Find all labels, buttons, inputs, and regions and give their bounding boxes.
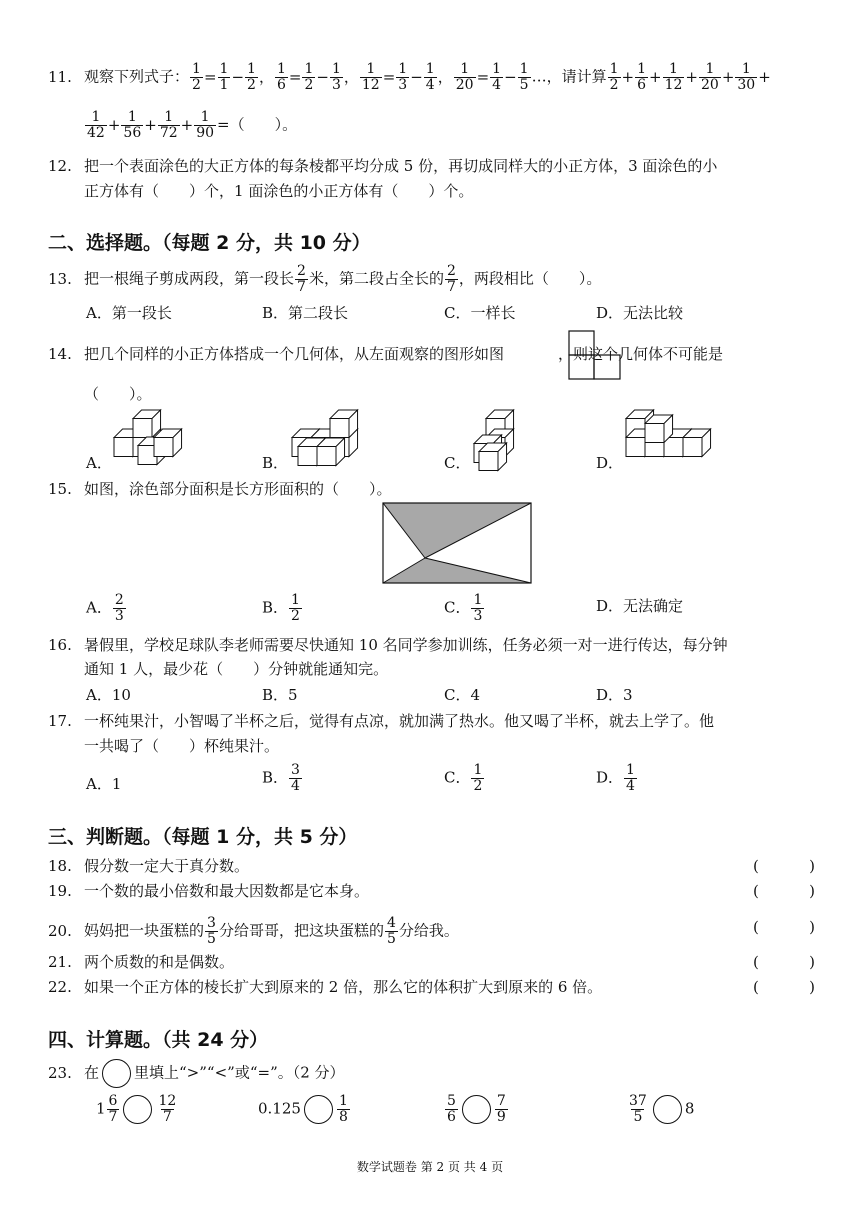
cube-face: [626, 438, 645, 457]
q19-answer-paren[interactable]: ( ): [753, 882, 815, 900]
q16-option-a: A．10: [86, 686, 131, 704]
fraction: $\frac{1}{2}$: [609, 61, 619, 93]
q20-line: [48, 916, 459, 947]
fraction: $\frac{1}{56}$: [123, 109, 142, 141]
q15-line: [48, 478, 392, 500]
fraction: $\frac{1}{6}$: [276, 61, 286, 93]
q11-answer-blank: =（ ）。: [217, 115, 298, 134]
question-number: 21.: [48, 953, 72, 971]
cube-face: [133, 419, 152, 438]
q23-text: 在: [84, 1063, 100, 1082]
question-number: 18.: [48, 857, 72, 875]
q12-line1: [48, 155, 717, 177]
q14-option-b: B．: [262, 454, 289, 472]
q13-text: 米，第二段占全长的: [308, 269, 444, 288]
question-number: 16.: [48, 636, 72, 654]
q17-text: 一杯纯果汁，小智喝了半杯之后，觉得有点凉，就加满了热水。他又喝了半杯，就去上学了。他: [84, 712, 715, 730]
q13-option-c: C．一样长: [444, 304, 516, 322]
q15-text: 如图，涂色部分面积是长方形面积的（ ）。: [84, 480, 392, 498]
compare-item-3: $\frac{5}{6}$ $\frac{7}{9}$: [447, 1093, 506, 1125]
q18-text: 假分数一定大于真分数。: [84, 857, 250, 875]
q17-line1: [48, 710, 714, 732]
q20-answer-paren[interactable]: ( ): [753, 918, 815, 936]
q17-option-d: D． $\frac{1}{4}$: [596, 762, 635, 794]
q14-text: 把几个同样的小正方体搭成一个几何体，从左面观察的图形如图: [84, 345, 505, 363]
q20-text: 分给哥哥，把这块蛋糕的: [218, 921, 384, 940]
q14-line2: （ ）。: [84, 385, 152, 403]
q18-answer-paren[interactable]: ( ): [753, 857, 815, 875]
q17-line2: 一共喝了（ ）杯纯果汁。: [84, 737, 280, 755]
question-number: 14.: [48, 345, 72, 363]
q21-answer-paren[interactable]: ( ): [753, 953, 815, 971]
q11-sum-part1: $\frac{1}{2}$ + $\frac{1}{6}$ + $\frac{1}{12}$ + $\frac{1}{20}$ + $\frac{1}{30}$ +: [609, 61, 771, 93]
fraction: $\frac{1}{6}$: [637, 61, 646, 93]
cube-face: [317, 447, 336, 466]
q17-option-c: C． $\frac{1}{2}$: [444, 762, 483, 794]
q11-equations: $\frac{1}{2}$ = $\frac{1}{1}$ − $\frac{1}{2}$ ， $\frac{1}{6}$ = $\frac{1}{2}$ − $\frac{1}{3}$ ， $\frac{1}{12}$ = $\frac{1}{3}$ − $\frac{1}{4}$ ， $\frac{1}{20}$ = $\frac{1}{4}$ − $\frac{1}{5}$: [192, 61, 529, 93]
q16-option-b: B．5: [262, 686, 298, 704]
cube-figure-a: [110, 405, 185, 467]
q14-text: ，则这个几何体不可能是: [558, 345, 724, 363]
q13-option-a: A．第一段长: [86, 304, 172, 322]
fraction: $\frac{2}{7}$: [297, 263, 306, 295]
question-number: 12.: [48, 157, 72, 175]
compare-item-2: 0.125 $\frac{1}{8}$: [258, 1093, 348, 1125]
q11-ellipsis: …，请计算: [531, 67, 607, 86]
fraction: $\frac{1}{3}$: [398, 61, 408, 93]
fraction: $\frac{1}{12}$: [664, 61, 683, 93]
q15-option-a: A． $\frac{2}{3}$: [86, 592, 124, 624]
compare-answer-circle[interactable]: [123, 1095, 152, 1124]
q19-line: [48, 880, 369, 902]
section-heading-judgment: 三、判断题。（每题 1 分，共 5 分）: [48, 826, 358, 848]
question-number: 13.: [48, 269, 72, 288]
cube-figure-c: [470, 405, 530, 467]
q13-text: ，两段相比（ ）。: [458, 269, 602, 288]
fraction: $\frac{1}{2}$: [192, 61, 201, 93]
fraction: $\frac{1}{2}$: [247, 61, 256, 93]
fraction: $\frac{1}{2}$: [304, 61, 314, 93]
question-number: 19.: [48, 882, 72, 900]
q14-option-c: C．: [444, 454, 471, 472]
question-number: 22.: [48, 978, 72, 996]
q12-line2: 正方体有（ ）个，1 面涂色的小正方体有（ ）个。: [84, 182, 474, 200]
section-heading-calculation: 四、计算题。（共 24 分）: [48, 1029, 269, 1051]
fraction: $\frac{2}{7}$: [446, 263, 456, 295]
fraction: $\frac{1}{1}$: [219, 61, 229, 93]
question-number: 20.: [48, 921, 72, 940]
q16-line2: 通知 1 人，最少花（ ）分钟就能通知完。: [84, 660, 389, 678]
q11-sum-part2: $\frac{1}{42}$ + $\frac{1}{56}$ + $\frac{1}{72}$ + $\frac{1}{90}$: [87, 109, 215, 141]
q11-line2: [84, 110, 297, 141]
q16-option-c: C．4: [444, 686, 481, 704]
q13-text: 把一根绳子剪成两段，第一段长: [84, 269, 295, 288]
q23-line: [48, 1059, 345, 1088]
question-number: 15.: [48, 480, 72, 498]
q16-text: 暑假里，学校足球队李老师需要尽快通知 10 名同学参加训练，任务必须一对一进行传达，每分钟: [84, 636, 728, 654]
question-number: 23.: [48, 1063, 72, 1082]
fraction: $\frac{1}{4}$: [425, 61, 435, 93]
section-heading-choice: 二、选择题。（每题 2 分，共 10 分）: [48, 232, 371, 254]
compare-item-1: 1 $\frac{6}{7}$ $\frac{12}{7}$: [96, 1093, 177, 1125]
fraction: $\frac{1}{72}$: [159, 109, 178, 141]
q22-answer-paren[interactable]: ( ): [753, 978, 815, 996]
cube-figure-d: [622, 405, 722, 467]
q12-text: 把一个表面涂色的大正方体的每条棱都平均分成 5 份，再切成同样大的小正方体，3 面涂色的小: [84, 157, 718, 175]
question-number: 11.: [48, 67, 72, 86]
q14-option-a: A．: [86, 454, 112, 472]
fraction: $\frac{1}{12}$: [361, 61, 380, 93]
q20-text: 分给我。: [398, 921, 459, 940]
q13-option-b: B．第二段长: [262, 304, 349, 322]
compare-answer-circle[interactable]: [653, 1095, 682, 1124]
cube-face: [330, 419, 349, 438]
compare-item-4: $\frac{37}{5}$ 8: [629, 1093, 695, 1125]
q18-line: [48, 855, 249, 877]
q16-option-d: D．3: [596, 686, 633, 704]
q19-text: 一个数的最小倍数和最大因数都是它本身。: [84, 882, 370, 900]
q16-line1: [48, 634, 728, 656]
q21-text: 两个质数的和是偶数。: [84, 953, 235, 971]
question-number: 17.: [48, 712, 72, 730]
compare-answer-circle[interactable]: [462, 1095, 491, 1124]
fraction: $\frac{1}{20}$: [455, 61, 474, 93]
q14-option-d: D．: [596, 454, 624, 472]
cube-figure-b: [288, 405, 368, 467]
fraction: $\frac{4}{5}$: [386, 915, 396, 947]
q11-line1: [48, 62, 771, 93]
compare-answer-circle[interactable]: [304, 1095, 333, 1124]
q22-line: [48, 976, 602, 998]
q21-line: [48, 951, 234, 973]
rectangle-shaded-figure: [382, 502, 532, 584]
q15-option-d: D．无法确定: [596, 597, 684, 615]
cube-face: [298, 447, 317, 466]
cube-face: [114, 438, 133, 457]
fraction: $\frac{1}{3}$: [331, 61, 341, 93]
q13-option-d: D．无法比较: [596, 304, 684, 322]
q15-option-b: B． $\frac{1}{2}$: [262, 592, 300, 624]
fraction: $\frac{1}{20}$: [700, 61, 719, 93]
fraction: $\frac{1}{42}$: [87, 109, 105, 141]
cube-face: [683, 438, 702, 457]
fraction: $\frac{3}{5}$: [207, 915, 216, 947]
q23-text: 里填上“>”“<”或“=”。（2 分）: [134, 1063, 345, 1082]
fraction: $\frac{1}{30}$: [737, 61, 756, 93]
q13-line1: [48, 264, 601, 295]
fraction: $\frac{1}{4}$: [492, 61, 502, 93]
cube-face: [645, 424, 664, 443]
fraction: $\frac{1}{90}$: [196, 109, 215, 141]
cube-face: [154, 438, 173, 457]
compare-circle-icon: [102, 1059, 131, 1088]
fraction: $\frac{1}{5}$: [519, 61, 529, 93]
q20-text: 妈妈把一块蛋糕的: [84, 921, 205, 940]
q17-option-b: B． $\frac{3}{4}$: [262, 762, 300, 794]
q15-option-c: C． $\frac{1}{3}$: [444, 592, 483, 624]
q11-lead: 观察下列式子：: [84, 67, 190, 86]
q17-option-a: A．1: [86, 775, 122, 793]
page-footer: 数学试题卷 第 2 页 共 4 页: [356, 1160, 504, 1174]
cube-face: [479, 452, 498, 471]
q22-text: 如果一个正方体的棱长扩大到原来的 2 倍，那么它的体积扩大到原来的 6 倍。: [84, 978, 603, 996]
left-view-figure: [568, 330, 622, 380]
